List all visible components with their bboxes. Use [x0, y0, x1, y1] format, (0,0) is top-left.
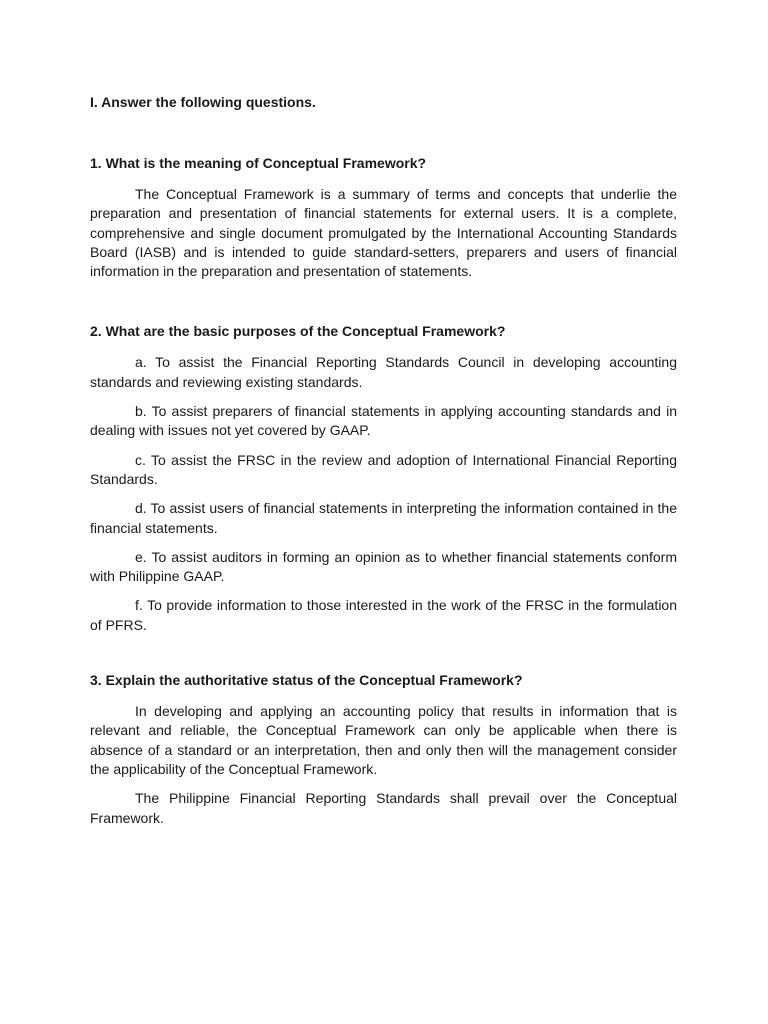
- question-section-2: [90, 322, 677, 635]
- question-title-2: 2. What are the basic purposes of the Conceptual Framework?: [90, 323, 506, 340]
- purpose-item-b: b. To assist preparers of financial statements in applying accounting standards and in dealing with issues not yet covered by GAAP.: [90, 403, 677, 439]
- answer-paragraph: In developing and applying an accounting policy that results in information that is relevant and reliable, the Conceptual Framework can only be applicable when there is absence of a standard or an interpretation, then and only then will the management consider the applicability of the Conceptual Framework.: [90, 703, 677, 777]
- answer-paragraph: The Conceptual Framework is a summary of terms and concepts that underlie the preparation and presentation of financial statements for external users. It is a complete, comprehensive and single document promulgated by the International Accounting Standards Board (IASB) and is intended to guide standard-setters, preparers and users of financial information in the preparation and presentation of statements.: [90, 186, 677, 280]
- purpose-item-c: c. To assist the FRSC in the review and adoption of International Financial Reporting Standards.: [90, 451, 677, 487]
- purpose-item-d: d. To assist users of financial statements in interpreting the information contained in the financial statements.: [90, 500, 677, 536]
- question-section-1: [90, 154, 677, 281]
- question-title-3: 3. Explain the authoritative status of the Conceptual Framework?: [90, 672, 523, 689]
- answer-paragraph: The Philippine Financial Reporting Standards shall prevail over the Conceptual Framework.: [90, 790, 677, 826]
- purpose-item-e: e. To assist auditors in forming an opinion as to whether financial statements conform with Philippine GAAP.: [90, 548, 677, 585]
- question-title-1: 1. What is the meaning of Conceptual Framework?: [90, 155, 427, 171]
- page-title: I. Answer the following questions.: [90, 94, 316, 110]
- purpose-item-a: a. To assist the Financial Reporting Standards Council in developing accounting standards and reviewing existing standards.: [90, 354, 677, 390]
- purpose-item-f: f. To provide information to those interested in the work of the FRSC in the formulation of PFRS.: [90, 597, 677, 633]
- question-section-3: [90, 671, 677, 828]
